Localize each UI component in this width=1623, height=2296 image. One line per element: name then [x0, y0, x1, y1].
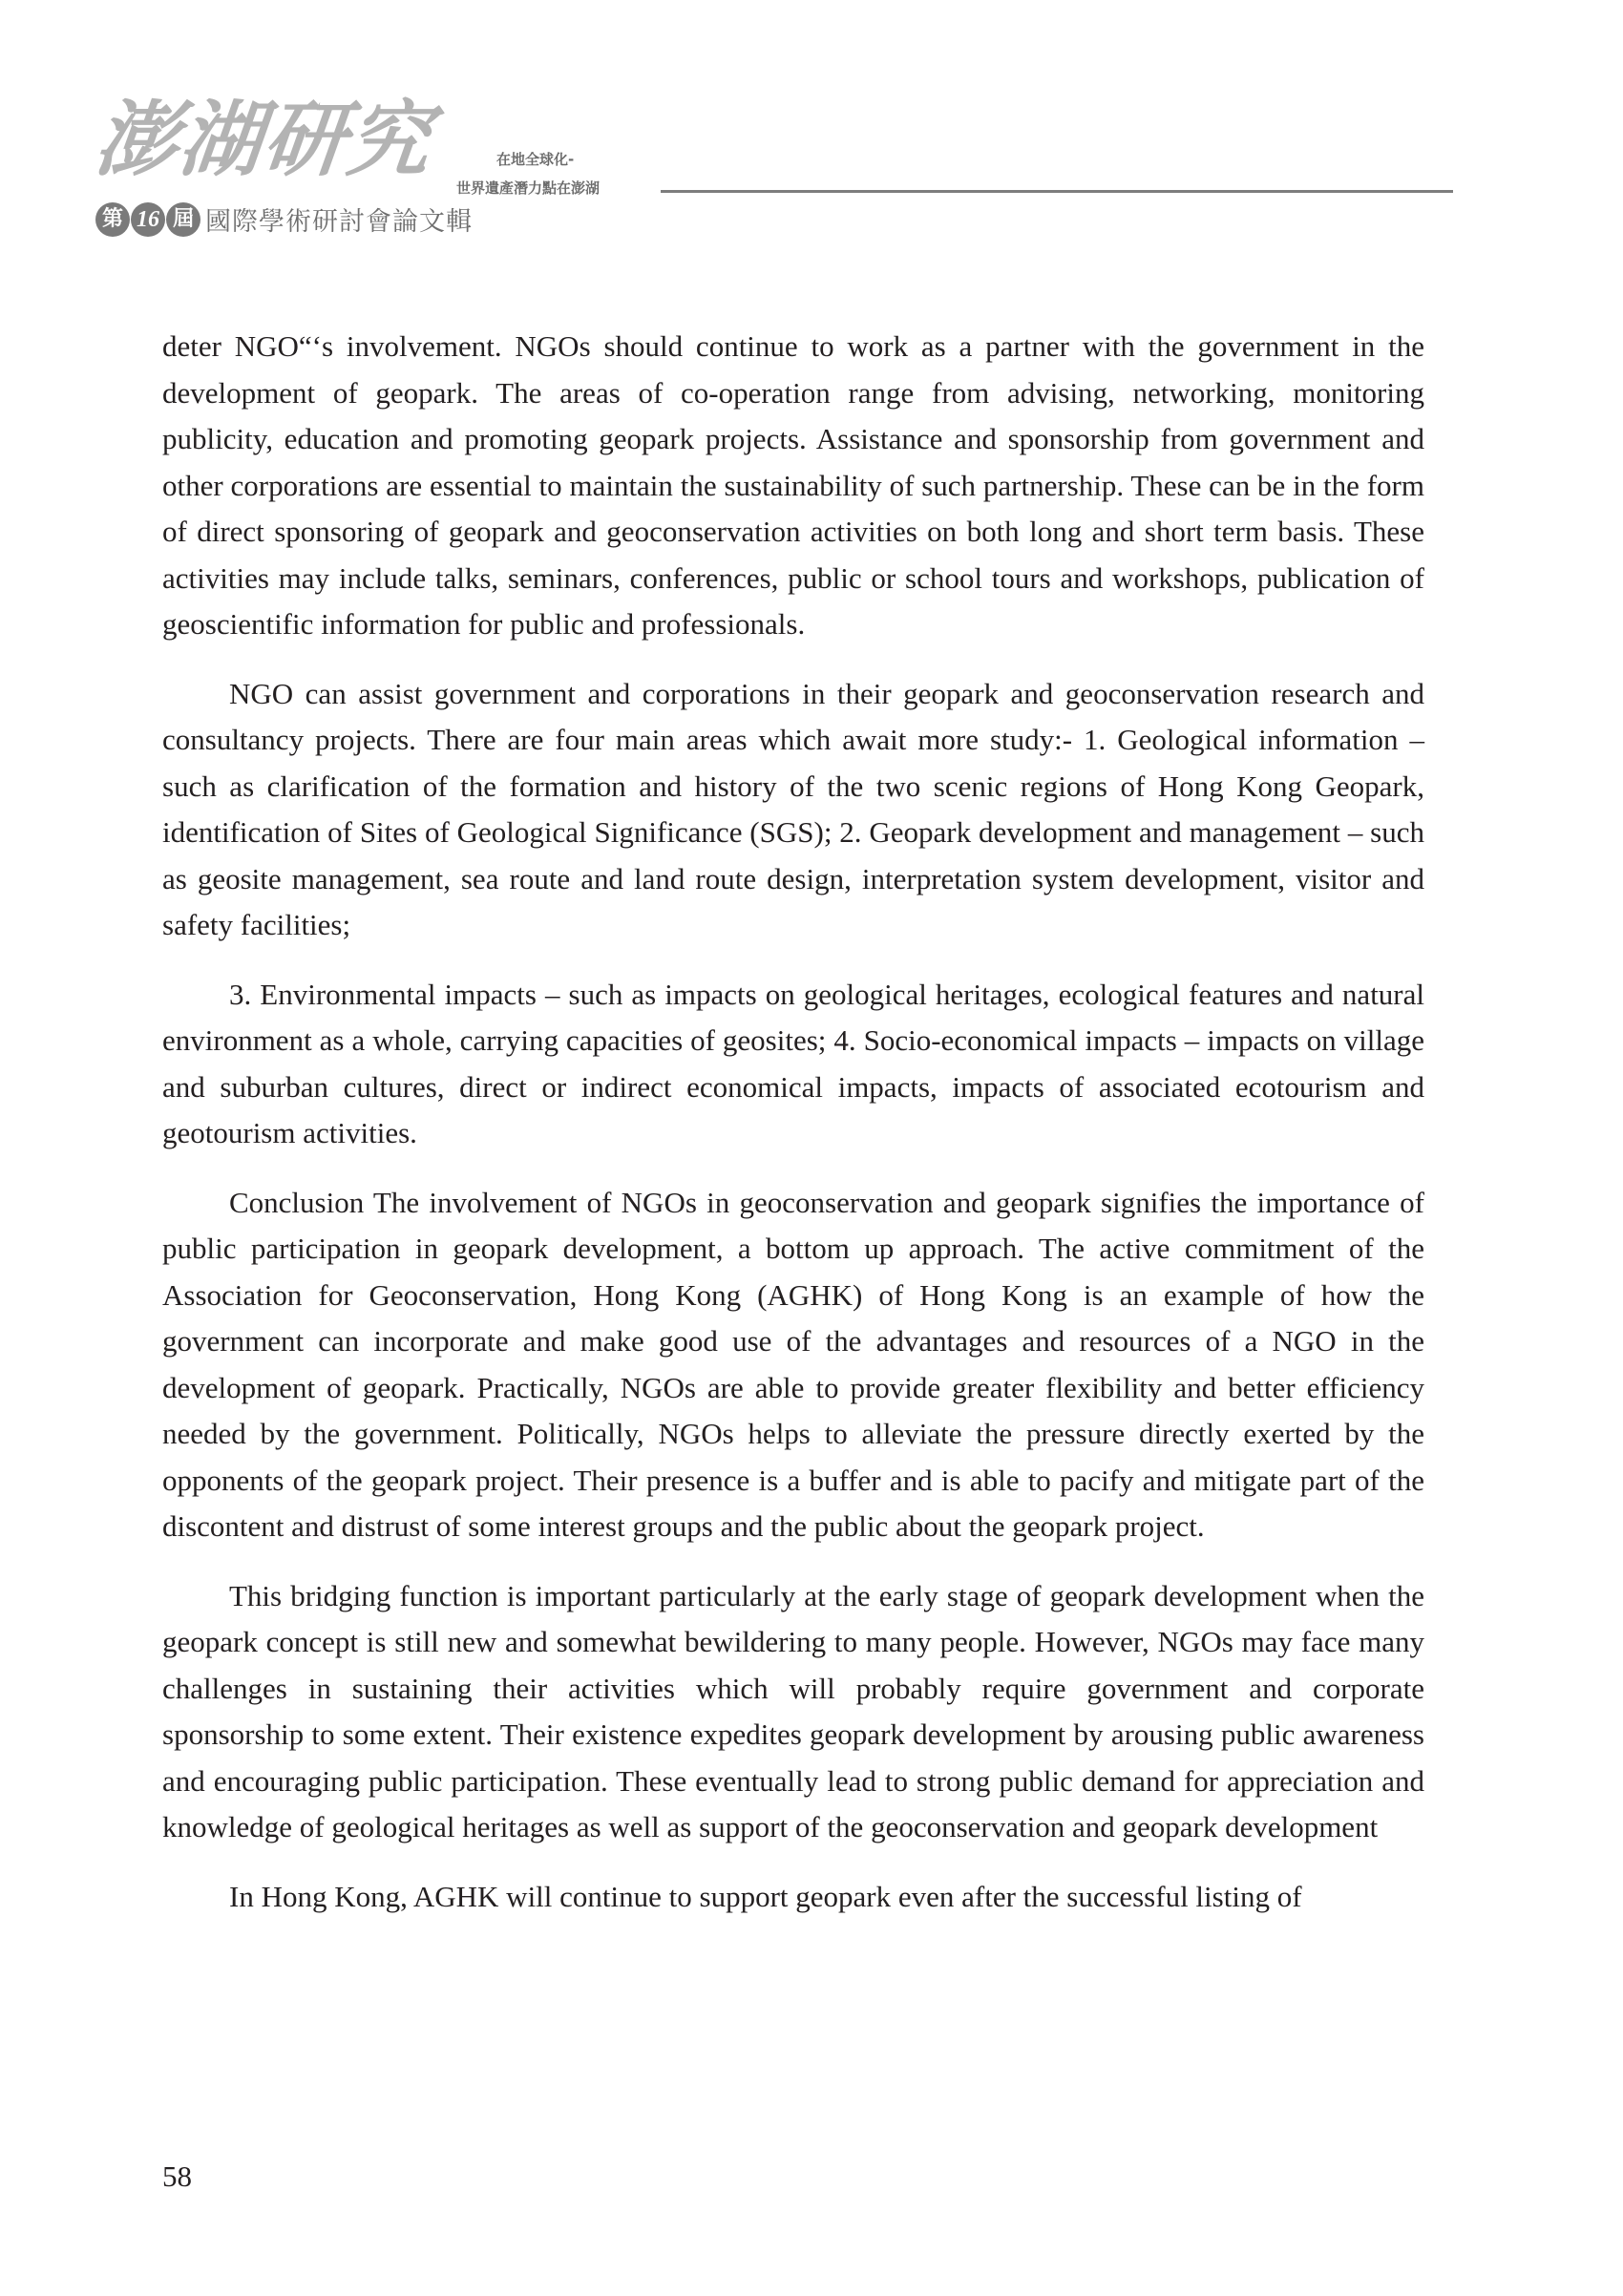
paragraph-hong-kong: In Hong Kong, AGHK will continue to support geopark even after the successful listing of [229, 1879, 1302, 1913]
edition-prefix-badge: 第 [95, 202, 130, 237]
tagline-line-2: 世界遺產潛力點在澎湖 [456, 179, 601, 197]
header-divider [661, 190, 1453, 193]
tagline-line-1: 在地全球化- [496, 151, 575, 168]
running-header [0, 0, 1623, 286]
proceedings-label: 國際學術研討會論文輯 [205, 207, 473, 237]
paragraph-conclusion: Conclusion The involvement of NGOs in geoconservation and geopark signifies the importance of public participation in geopark development, a bottom up approach. The active commitment of the Association for Geoconservation, Hong Kong (AGHK) of Hong Kong is an example of how the government can incorporate and make good use of the advantages and resources of a NGO in the development of geopark. Practically, NGOs are able to provide greater flexibility and better efficiency needed by the government. Politically, NGOs helps to alleviate the pressure directly exerted by the opponents of the geopark project. Their presence is a buffer and is able to pacify and mitigate part of the discontent and distrust of some interest groups and the public about the geopark project. [162, 1185, 1424, 1543]
edition-suffix-badge: 屆 [166, 202, 200, 237]
body-text [162, 324, 1424, 1943]
paragraph-bridging-function: This bridging function is important particularly at the early stage of geopark development when the geopark concept is still new and somewhat bewildering to many people. However, NGOs may face many challenges in sustaining their activities which will probably require government and corporate sponsorship to some extent. Their existence expedites geopark development by arousing public awareness and encouraging public participation. These eventually lead to strong public demand for appreciation and knowledge of geological heritages as well as support of the geoconservation and geopark development [162, 1578, 1424, 1843]
journal-logo-title: 澎湖研究 [90, 92, 437, 188]
edition-line [95, 200, 473, 238]
edition-number-badge: 16 [131, 202, 165, 237]
paragraph-research-areas: NGO can assist government and corporations in their geopark and geoconservation research and consultancy projects. There are four main areas which await more study:- 1. Geological information – such as clarification of the formation and history of the two scenic regions of Hong Kong Geopark, identification of Sites of Geological Significance (SGS); 2. Geopark development and management – such as geosite management, sea route and land route design, interpretation system development, visitor and safety facilities; [162, 676, 1424, 941]
conference-tagline [456, 145, 600, 202]
paragraph-continued: deter NGO“‘s involvement. NGOs should continue to work as a partner with the government in the development of geopark. The areas of co-operation range from advising, networking, monitoring publicity, education and promoting geopark projects. Assistance and sponsorship from government and other corporations are essential to maintain the sustainability of such partnership. These can be in the form of direct sponsoring of geopark and geoconservation activities on both long and short term basis. These activities may include talks, seminars, conferences, public or school tours and workshops, publication of geoscientific information for public and professionals. [162, 329, 1424, 641]
page-number: 58 [162, 2159, 192, 2193]
paragraph-impacts: 3. Environmental impacts – such as impacts on geological heritages, ecological features and natural environment as a whole, carrying capacities of geosites; 4. Socio-economical impacts – impacts on village and suburban cultures, direct or indirect economical impacts, impacts of associated ecotourism and geotourism activities. [162, 977, 1424, 1149]
